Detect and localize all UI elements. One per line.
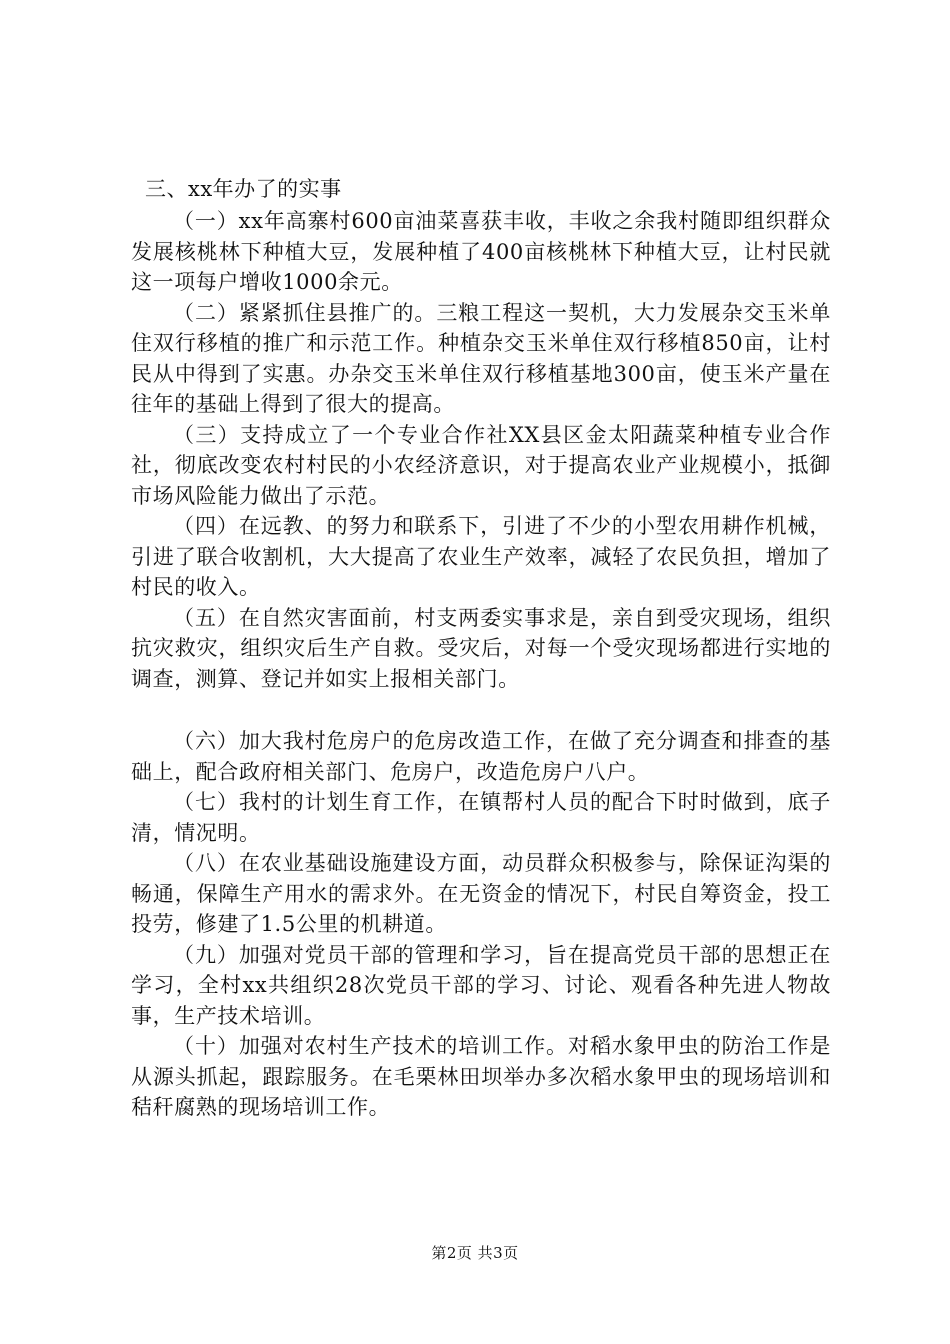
paragraph-5: （五）在自然灾害面前，村支两委实事求是，亲自到受灾现场，组织抗灾救灾，组织灾后生产自救。受灾后，对每一个受灾现场都进行实地的调查，测算、登记并如实上报相关部门。: [131, 605, 831, 691]
paragraph-2: （二）紧紧抓住县推广的。三粮工程这一契机，大力发展杂交玉米单住双行移植的推广和示范工作。种植杂交玉米单住双行移植850亩，让村民从中得到了实惠。办杂交玉米单住双行移植基地300亩，使玉米产量在往年的基础上得到了很大的提高。: [131, 300, 831, 416]
document-body: [131, 172, 831, 1123]
paragraph-6: （六）加大我村危房户的危房改造工作，在做了充分调查和排查的基础上，配合政府相关部门、危房户，改造危房户八户。: [131, 729, 831, 784]
paragraph-10: （十）加强对农村生产技术的培训工作。对稻水象甲虫的防治工作是从源头抓起，跟踪服务。在毛栗林田坝举办多次稻水象甲虫的现场培训和秸秆腐熟的现场培训工作。: [131, 1034, 831, 1119]
paragraph-7: （七）我村的计划生育工作，在镇帮村人员的配合下时时做到，底子清，情况明。: [131, 790, 831, 845]
section-heading: 三、xx年办了的实事: [145, 177, 342, 201]
page-number-footer: 第2页 共3页: [431, 1244, 519, 1262]
paragraph-8: （八）在农业基础设施建设方面，动员群众积极参与，除保证沟渠的畅通，保障生产用水的需求外。在无资金的情况下，村民自筹资金，投工投劳，修建了1.5公里的机耕道。: [131, 851, 831, 936]
paragraph-1: （一）xx年高寨村600亩油菜喜获丰收，丰收之余我村随即组织群众发展核桃林下种植大豆，发展种植了400亩核桃林下种植大豆，让村民就这一项每户增收1000余元。: [131, 209, 831, 294]
paragraph-9: （九）加强对党员干部的管理和学习，旨在提高党员干部的思想正在学习，全村xx共组织28次党员干部的学习、讨论、观看各种先进人物故事，生产技术培训。: [131, 942, 831, 1028]
paragraph-4: （四）在远教、的努力和联系下，引进了不少的小型农用耕作机械，引进了联合收割机，大大提高了农业生产效率，减轻了农民负担，增加了村民的收入。: [131, 514, 831, 599]
paragraph-3: （三）支持成立了一个专业合作社XX县区金太阳蔬菜种植专业合作社，彻底改变农村村民的小农经济意识，对于提高农业产业规模小，抵御市场风险能力做出了示范。: [131, 422, 831, 508]
